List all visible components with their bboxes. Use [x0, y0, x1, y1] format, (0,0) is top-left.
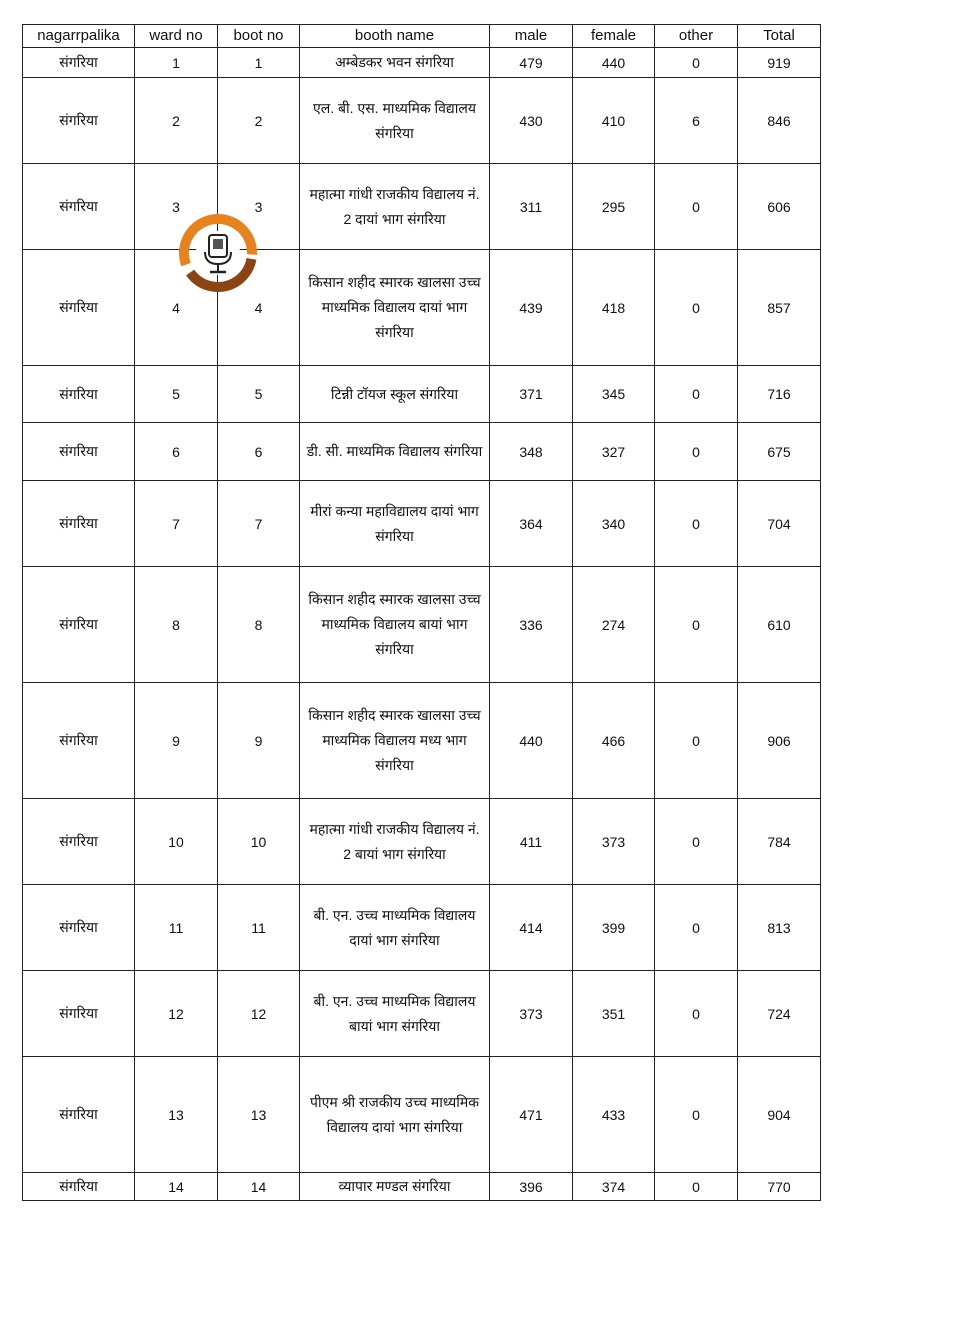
- table-row: [23, 366, 821, 423]
- cell-female: 374: [573, 1173, 655, 1201]
- cell-booth-name: टिन्नी टॉयज स्कूल संगरिया: [300, 366, 490, 423]
- cell-booth-name: किसान शहीद स्मारक खालसा उच्च माध्यमिक विद्यालय बायां भाग संगरिया: [300, 567, 490, 683]
- cell-total: 716: [738, 366, 821, 423]
- cell-male: 471: [490, 1057, 573, 1173]
- table-row: [23, 423, 821, 481]
- cell-male: 430: [490, 78, 573, 164]
- cell-booth-name: एल. बी. एस. माध्यमिक विद्यालय संगरिया: [300, 78, 490, 164]
- cell-ward-no: 10: [135, 799, 218, 885]
- cell-boot-no: 7: [218, 481, 300, 567]
- cell-other: 6: [655, 78, 738, 164]
- cell-female: 466: [573, 683, 655, 799]
- cell-nagarpalika: संगरिया: [23, 366, 135, 423]
- cell-nagarpalika: संगरिया: [23, 971, 135, 1057]
- cell-total: 846: [738, 78, 821, 164]
- header-booth-name: booth name: [300, 25, 490, 48]
- header-row: [23, 25, 821, 48]
- cell-male: 336: [490, 567, 573, 683]
- cell-other: 0: [655, 971, 738, 1057]
- cell-male: 348: [490, 423, 573, 481]
- cell-booth-name: पीएम श्री राजकीय उच्च माध्यमिक विद्यालय दायां भाग संगरिया: [300, 1057, 490, 1173]
- booth-table: [22, 24, 821, 1201]
- cell-nagarpalika: संगरिया: [23, 78, 135, 164]
- cell-booth-name: डी. सी. माध्यमिक विद्यालय संगरिया: [300, 423, 490, 481]
- cell-booth-name: बी. एन. उच्च माध्यमिक विद्यालय दायां भाग संगरिया: [300, 885, 490, 971]
- header-boot-no: boot no: [218, 25, 300, 48]
- cell-ward-no: 12: [135, 971, 218, 1057]
- cell-other: 0: [655, 481, 738, 567]
- cell-female: 327: [573, 423, 655, 481]
- cell-nagarpalika: संगरिया: [23, 250, 135, 366]
- header-other: other: [655, 25, 738, 48]
- cell-male: 411: [490, 799, 573, 885]
- cell-ward-no: 1: [135, 48, 218, 78]
- cell-other: 0: [655, 799, 738, 885]
- cell-male: 439: [490, 250, 573, 366]
- cell-total: 675: [738, 423, 821, 481]
- cell-booth-name: व्यापार मण्डल संगरिया: [300, 1173, 490, 1201]
- cell-total: 904: [738, 1057, 821, 1173]
- cell-female: 433: [573, 1057, 655, 1173]
- cell-other: 0: [655, 366, 738, 423]
- cell-ward-no: 6: [135, 423, 218, 481]
- cell-boot-no: 1: [218, 48, 300, 78]
- cell-female: 418: [573, 250, 655, 366]
- cell-nagarpalika: संगरिया: [23, 683, 135, 799]
- cell-ward-no: 3: [135, 164, 218, 250]
- cell-female: 440: [573, 48, 655, 78]
- table-row: [23, 971, 821, 1057]
- cell-nagarpalika: संगरिया: [23, 1173, 135, 1201]
- cell-other: 0: [655, 1173, 738, 1201]
- table-row: [23, 78, 821, 164]
- cell-boot-no: 12: [218, 971, 300, 1057]
- cell-female: 274: [573, 567, 655, 683]
- cell-female: 410: [573, 78, 655, 164]
- cell-male: 373: [490, 971, 573, 1057]
- cell-nagarpalika: संगरिया: [23, 481, 135, 567]
- cell-female: 351: [573, 971, 655, 1057]
- table-row: [23, 164, 821, 250]
- cell-booth-name: किसान शहीद स्मारक खालसा उच्च माध्यमिक विद्यालय दायां भाग संगरिया: [300, 250, 490, 366]
- header-total: Total: [738, 25, 821, 48]
- cell-boot-no: 2: [218, 78, 300, 164]
- table-row: [23, 481, 821, 567]
- table-row: [23, 683, 821, 799]
- cell-total: 610: [738, 567, 821, 683]
- cell-booth-name: किसान शहीद स्मारक खालसा उच्च माध्यमिक विद्यालय मध्य भाग संगरिया: [300, 683, 490, 799]
- cell-boot-no: 6: [218, 423, 300, 481]
- cell-boot-no: 4: [218, 250, 300, 366]
- cell-nagarpalika: संगरिया: [23, 48, 135, 78]
- cell-total: 857: [738, 250, 821, 366]
- cell-ward-no: 4: [135, 250, 218, 366]
- cell-nagarpalika: संगरिया: [23, 423, 135, 481]
- watermark-logo: [175, 210, 261, 296]
- cell-total: 784: [738, 799, 821, 885]
- cell-other: 0: [655, 423, 738, 481]
- cell-ward-no: 5: [135, 366, 218, 423]
- header-male: male: [490, 25, 573, 48]
- cell-female: 295: [573, 164, 655, 250]
- cell-nagarpalika: संगरिया: [23, 567, 135, 683]
- cell-total: 919: [738, 48, 821, 78]
- cell-total: 606: [738, 164, 821, 250]
- cell-boot-no: 10: [218, 799, 300, 885]
- cell-other: 0: [655, 164, 738, 250]
- cell-ward-no: 2: [135, 78, 218, 164]
- cell-other: 0: [655, 1057, 738, 1173]
- cell-male: 311: [490, 164, 573, 250]
- header-nagarpalika: nagarrpalika: [23, 25, 135, 48]
- cell-boot-no: 9: [218, 683, 300, 799]
- cell-boot-no: 11: [218, 885, 300, 971]
- cell-boot-no: 3: [218, 164, 300, 250]
- cell-male: 414: [490, 885, 573, 971]
- table-row: [23, 250, 821, 366]
- table-row: [23, 567, 821, 683]
- cell-total: 704: [738, 481, 821, 567]
- cell-ward-no: 9: [135, 683, 218, 799]
- cell-male: 396: [490, 1173, 573, 1201]
- cell-other: 0: [655, 683, 738, 799]
- cell-female: 399: [573, 885, 655, 971]
- table-row: [23, 885, 821, 971]
- cell-boot-no: 14: [218, 1173, 300, 1201]
- cell-ward-no: 8: [135, 567, 218, 683]
- cell-male: 371: [490, 366, 573, 423]
- cell-ward-no: 13: [135, 1057, 218, 1173]
- cell-boot-no: 8: [218, 567, 300, 683]
- cell-male: 479: [490, 48, 573, 78]
- cell-booth-name: महात्मा गांधी राजकीय विद्यालय नं. 2 दायां भाग संगरिया: [300, 164, 490, 250]
- cell-ward-no: 7: [135, 481, 218, 567]
- cell-nagarpalika: संगरिया: [23, 799, 135, 885]
- table-row: [23, 48, 821, 78]
- cell-female: 345: [573, 366, 655, 423]
- cell-booth-name: महात्मा गांधी राजकीय विद्यालय नं. 2 बायां भाग संगरिया: [300, 799, 490, 885]
- cell-other: 0: [655, 567, 738, 683]
- cell-other: 0: [655, 885, 738, 971]
- cell-other: 0: [655, 250, 738, 366]
- table-row: [23, 1057, 821, 1173]
- cell-nagarpalika: संगरिया: [23, 164, 135, 250]
- microphone-logo-icon: [175, 210, 261, 296]
- cell-booth-name: अम्बेडकर भवन संगरिया: [300, 48, 490, 78]
- cell-total: 724: [738, 971, 821, 1057]
- cell-female: 340: [573, 481, 655, 567]
- header-ward-no: ward no: [135, 25, 218, 48]
- cell-ward-no: 14: [135, 1173, 218, 1201]
- cell-nagarpalika: संगरिया: [23, 1057, 135, 1173]
- cell-other: 0: [655, 48, 738, 78]
- cell-ward-no: 11: [135, 885, 218, 971]
- cell-nagarpalika: संगरिया: [23, 885, 135, 971]
- cell-boot-no: 13: [218, 1057, 300, 1173]
- table-row: [23, 799, 821, 885]
- cell-total: 770: [738, 1173, 821, 1201]
- cell-boot-no: 5: [218, 366, 300, 423]
- cell-male: 364: [490, 481, 573, 567]
- table-row: [23, 1173, 821, 1201]
- cell-female: 373: [573, 799, 655, 885]
- cell-male: 440: [490, 683, 573, 799]
- cell-total: 906: [738, 683, 821, 799]
- cell-total: 813: [738, 885, 821, 971]
- header-female: female: [573, 25, 655, 48]
- cell-booth-name: बी. एन. उच्च माध्यमिक विद्यालय बायां भाग संगरिया: [300, 971, 490, 1057]
- cell-booth-name: मीरां कन्या महाविद्यालय दायां भाग संगरिया: [300, 481, 490, 567]
